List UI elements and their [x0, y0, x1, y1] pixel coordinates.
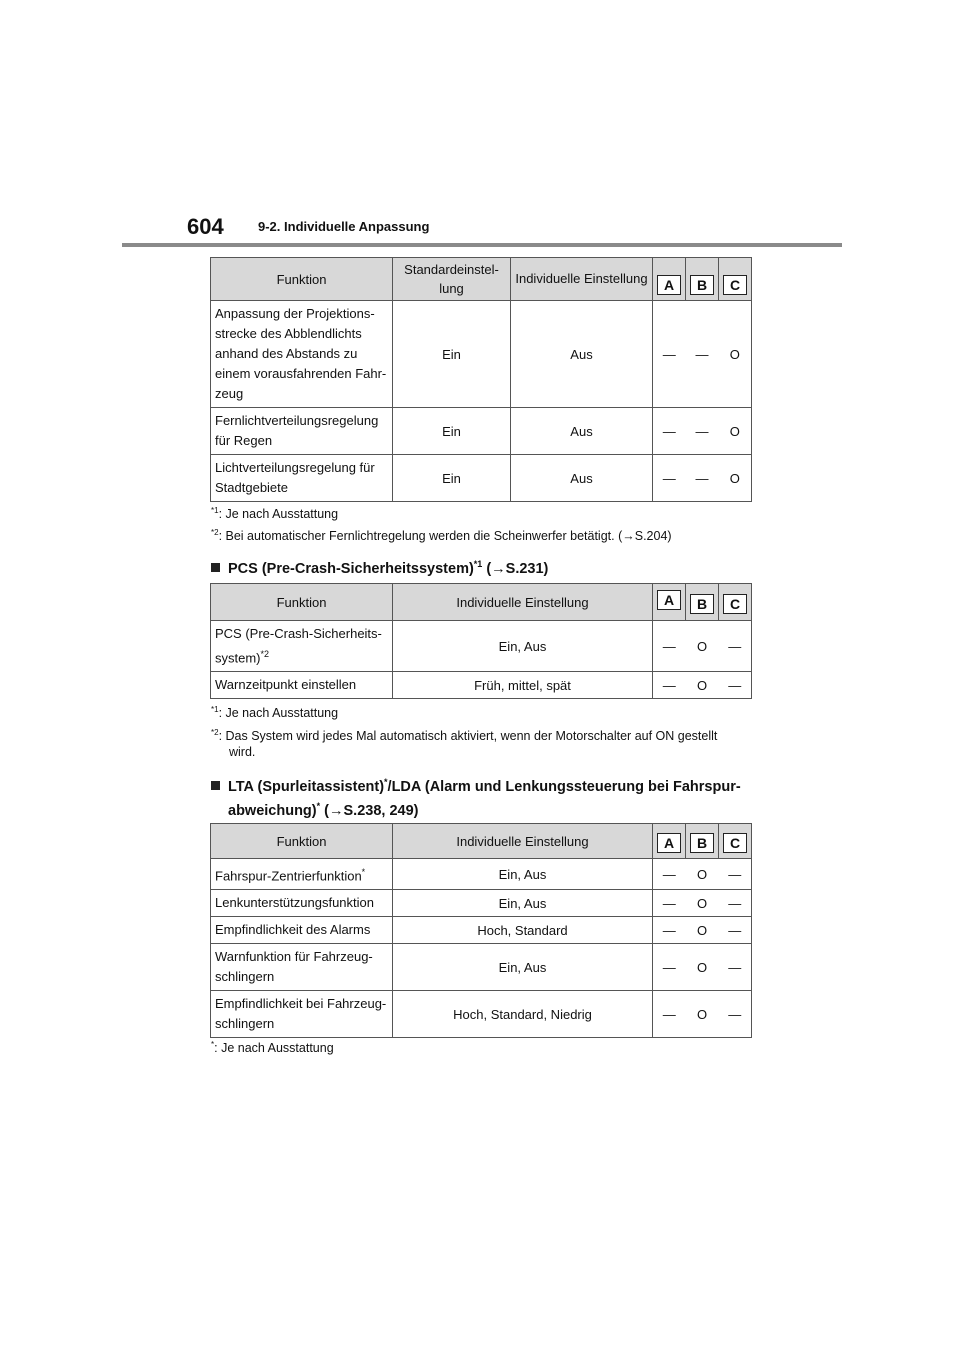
row-a: — — [653, 944, 686, 991]
heading-text: abweichung) — [228, 802, 317, 819]
col-a-badge: A — [657, 275, 681, 295]
row-b: O — [686, 991, 719, 1038]
row-b: O — [686, 944, 719, 991]
heading-text: /LDA (Alarm und Lenkungssteuerung bei Fahrspur- — [387, 778, 741, 795]
table-row — [211, 917, 752, 944]
col-header-b — [686, 258, 719, 301]
col-header-c — [719, 584, 752, 621]
funktion-line: Fahrspur-Zentrierfunktion — [215, 868, 362, 884]
row-a: — — [653, 991, 686, 1038]
row-individuell: Aus — [511, 301, 653, 408]
col-b-badge: B — [690, 594, 714, 614]
col-header-standard — [393, 258, 511, 301]
row-funktion — [211, 859, 393, 890]
row-b: O — [686, 890, 719, 917]
funktion-line: zeug — [215, 386, 244, 401]
funktion-line: anhand des Abstands zu — [215, 346, 358, 361]
row-c: — — [719, 944, 752, 991]
footnote-marker: *1 — [211, 506, 219, 515]
table-row — [211, 455, 752, 502]
row-c: — — [719, 991, 752, 1038]
funktion-line: einem vorausfahrenden Fahr- — [215, 366, 387, 381]
row-a: — — [653, 917, 686, 944]
row-b: O — [686, 917, 719, 944]
funktion-line: Anpassung der Projektions- — [215, 306, 375, 321]
funktion-line: Lichtverteilungsregelung für — [215, 460, 375, 475]
row-individuell: Aus — [511, 408, 653, 455]
col-header-individuell: Individuelle Einstellung — [511, 258, 653, 301]
footnote-text: : Das System wird jedes Mal automatisch aktiviert, wenn der Motorschalter auf ON gestellt — [218, 729, 718, 744]
page-header — [0, 0, 960, 250]
row-b: O — [686, 621, 719, 672]
row-individuell: Früh, mittel, spät — [393, 672, 653, 699]
funktion-sup: * — [361, 867, 366, 877]
lighting-settings-table — [210, 257, 752, 502]
col-header-a — [653, 584, 686, 621]
footnote-text: : Je nach Ausstattung — [218, 507, 339, 522]
table-row — [211, 991, 752, 1038]
funktion-sup: *2 — [260, 649, 270, 659]
header-rule — [122, 243, 842, 247]
col-a-badge: A — [657, 833, 681, 853]
footnote-marker: *2 — [211, 528, 219, 537]
footnote-continuation: wird. — [229, 745, 256, 759]
row-c: — — [719, 890, 752, 917]
footnote-marker: *1 — [211, 705, 219, 714]
col-b-badge: B — [690, 833, 714, 853]
col-header-individuell: Individuelle Einstellung — [393, 584, 653, 621]
row-funktion — [211, 991, 393, 1038]
col-header-individuell: Individuelle Einstellung — [393, 824, 653, 859]
table-row — [211, 890, 752, 917]
row-funktion: Lenkunterstützungsfunktion — [211, 890, 393, 917]
section-title: 9-2. Individuelle Anpassung — [258, 219, 430, 234]
row-c: — — [719, 672, 752, 699]
col-header-a — [653, 258, 686, 301]
heading-ref: (→S.231) — [482, 560, 549, 577]
footnote — [211, 724, 717, 745]
row-individuell: Ein, Aus — [393, 859, 653, 890]
funktion-line: schlingern — [215, 1016, 275, 1032]
footnote — [211, 502, 338, 523]
col-header-c — [719, 824, 752, 859]
row-a: — — [653, 621, 686, 672]
row-individuell: Ein, Aus — [393, 944, 653, 991]
table-row — [211, 859, 752, 890]
col-header-funktion: Funktion — [211, 824, 393, 859]
footnote-marker: * — [211, 1040, 215, 1049]
row-funktion — [211, 408, 393, 455]
heading-ref: (→S.238, 249) — [320, 802, 419, 819]
row-standard: Ein — [393, 301, 511, 408]
table-row — [211, 672, 752, 699]
footnote — [211, 1036, 334, 1057]
row-a: — — [653, 859, 686, 890]
page-number: 604 — [187, 214, 224, 239]
funktion-line: Stadtgebiete — [215, 480, 289, 495]
footnote-text: : Bei automatischer Fernlichtregelung werden die Scheinwerfer betätigt. (→S.204) — [218, 529, 672, 544]
row-b: O — [686, 672, 719, 699]
row-c: — — [719, 917, 752, 944]
row-funktion — [211, 301, 393, 408]
col-c-badge: C — [723, 833, 747, 853]
row-c: O — [719, 455, 752, 502]
col-header-c — [719, 258, 752, 301]
heading-sup: * — [316, 801, 321, 811]
funktion-line: schlingern — [215, 969, 275, 985]
row-individuell: Ein, Aus — [393, 890, 653, 917]
col-a-badge: A — [657, 590, 681, 610]
row-c: O — [719, 301, 752, 408]
row-individuell: Hoch, Standard — [393, 917, 653, 944]
row-a: — — [653, 890, 686, 917]
col-header-a — [653, 824, 686, 859]
row-funktion — [211, 944, 393, 991]
funktion-line: strecke des Abblendlichts — [215, 326, 362, 341]
heading-text: LTA (Spurleitassistent) — [228, 778, 385, 795]
row-b: O — [686, 859, 719, 890]
row-individuell: Ein, Aus — [393, 621, 653, 672]
col-header-standard-line2: lung — [439, 281, 464, 296]
footnote-text: : Je nach Ausstattung — [218, 706, 339, 721]
col-header-funktion: Funktion — [211, 258, 393, 301]
footnote-text: : Je nach Ausstattung — [214, 1041, 334, 1056]
funktion-line: Fernlichtverteilungsregelung — [215, 413, 379, 428]
square-bullet-icon — [211, 563, 220, 572]
row-standard: Ein — [393, 408, 511, 455]
section-heading-lta-line2 — [228, 794, 418, 823]
row-funktion — [211, 455, 393, 502]
row-individuell: Hoch, Standard, Niedrig — [393, 991, 653, 1038]
row-b: — — [686, 455, 719, 502]
table-row — [211, 944, 752, 991]
col-header-b — [686, 824, 719, 859]
row-c: — — [719, 621, 752, 672]
row-b: — — [686, 408, 719, 455]
col-header-standard-line1: Standardeinstel- — [404, 262, 499, 277]
row-b: — — [686, 301, 719, 408]
col-header-funktion: Funktion — [211, 584, 393, 621]
lta-settings-table — [210, 823, 752, 1038]
row-a: — — [653, 455, 686, 502]
heading-sup: * — [384, 777, 388, 787]
col-c-badge: C — [723, 275, 747, 295]
row-c: — — [719, 859, 752, 890]
row-a: — — [653, 301, 686, 408]
footnote-marker: *2 — [211, 728, 219, 737]
funktion-line: für Regen — [215, 433, 273, 448]
table-row — [211, 621, 752, 672]
funktion-line: Warnfunktion für Fahrzeug- — [215, 949, 373, 965]
row-c: O — [719, 408, 752, 455]
row-funktion — [211, 621, 393, 672]
square-bullet-icon — [211, 781, 220, 790]
row-funktion: Empfindlichkeit des Alarms — [211, 917, 393, 944]
section-heading-pcs — [211, 552, 548, 581]
row-individuell: Aus — [511, 455, 653, 502]
heading-sup: *1 — [473, 559, 483, 569]
row-a: — — [653, 408, 686, 455]
funktion-line: system) — [215, 650, 261, 666]
row-a: — — [653, 672, 686, 699]
table-row — [211, 408, 752, 455]
row-funktion: Warnzeitpunkt einstellen — [211, 672, 393, 699]
footnote — [211, 701, 338, 722]
row-standard: Ein — [393, 455, 511, 502]
funktion-line: PCS (Pre-Crash-Sicherheits- — [215, 626, 382, 641]
col-header-b — [686, 584, 719, 621]
col-c-badge: C — [723, 594, 747, 614]
footnote — [211, 524, 672, 545]
funktion-line: Empfindlichkeit bei Fahrzeug- — [215, 996, 387, 1012]
table-row — [211, 301, 752, 408]
pcs-settings-table — [210, 583, 752, 699]
col-b-badge: B — [690, 275, 714, 295]
heading-text: PCS (Pre-Crash-Sicherheitssystem) — [228, 560, 474, 577]
